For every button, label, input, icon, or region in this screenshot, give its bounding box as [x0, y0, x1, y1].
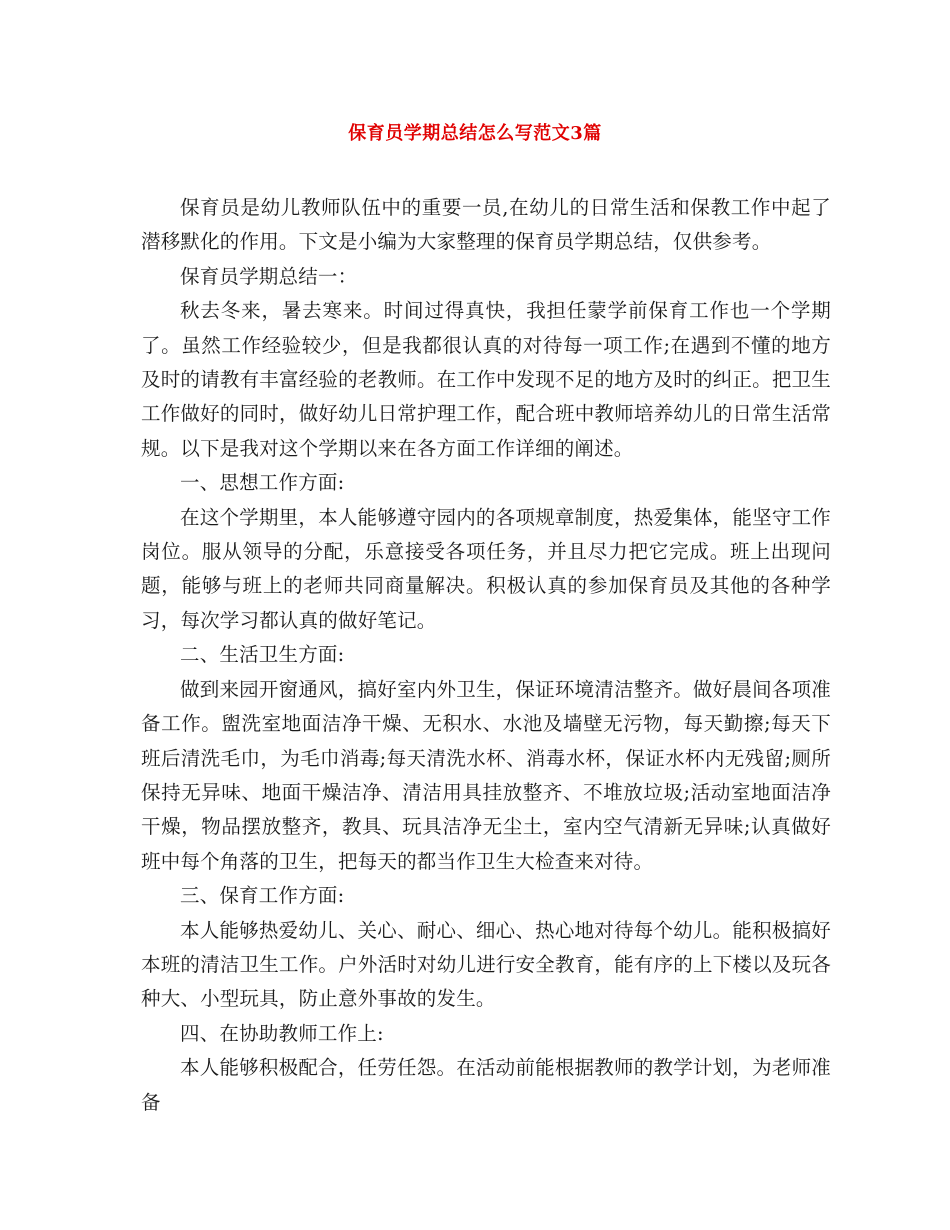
body-paragraph: 做到来园开窗通风，搞好室内外卫生，保证环境清洁整齐。做好晨间各项准备工作。盥洗室地面洁净干燥、无积水、水池及墙壁无污物，每天勤擦;每天下班后清洗毛巾，为毛巾消毒;每天清洗水杯、消毒水杯，保证水杯内无残留;厕所保持无异味、地面干燥洁净、清洁用具挂放整齐、不堆放垃圾;活动室地面洁净干燥，物品摆放整齐，教具、玩具洁净无尘土，室内空气清新无异味;认真做好班中每个角落的卫生，把每天的都当作卫生大检查来对待。	[141, 677, 831, 873]
section-heading-ideology: 一、思想工作方面:	[180, 471, 345, 495]
body-paragraph: 本人能够热爱幼儿、关心、耐心、细心、热心地对待每个幼儿。能积极搞好本班的清洁卫生工作。户外活时对幼儿进行安全教育，能有序的上下楼以及玩各种大、小型玩具，防止意外事故的发生。	[141, 918, 831, 1011]
document-body	[141, 191, 831, 1120]
intro-paragraph: 保育员是幼儿教师队伍中的重要一员,在幼儿的日常生活和保教工作中起了潜移默化的作用。下文是小编为大家整理的保育员学期总结，仅供参考。	[141, 196, 831, 254]
body-paragraph: 本人能够积极配合，任劳任怨。在活动前能根据教师的教学计划，为老师准备	[141, 1056, 831, 1114]
body-paragraph: 在这个学期里，本人能够遵守园内的各项规章制度，热爱集体，能坚守工作岗位。服从领导的分配，乐意接受各项任务，并且尽力把它完成。班上出现问题，能够与班上的老师共同商量解决。积极认真的参加保育员及其他的各种学习，每次学习都认真的做好笔记。	[141, 505, 831, 632]
section-heading-care-work: 三、保育工作方面:	[180, 884, 345, 908]
section-heading-hygiene: 二、生活卫生方面:	[180, 643, 345, 667]
document-title: 保育员学期总结怎么写范文3篇	[348, 123, 602, 144]
section-heading-assist-teacher: 四、在协助教师工作上:	[180, 1021, 384, 1045]
body-paragraph: 秋去冬来，暑去寒来。时间过得真快，我担任蒙学前保育工作也一个学期了。虽然工作经验较少，但是我都很认真的对待每一项工作;在遇到不懂的地方及时的请教有丰富经验的老教师。在工作中发现不足的地方及时的纠正。把卫生工作做好的同时，做好幼儿日常护理工作，配合班中教师培养幼儿的日常生活常规。以下是我对这个学期以来在各方面工作详细的阐述。	[141, 299, 831, 460]
section-heading-summary-one: 保育员学期总结一：	[180, 264, 358, 288]
